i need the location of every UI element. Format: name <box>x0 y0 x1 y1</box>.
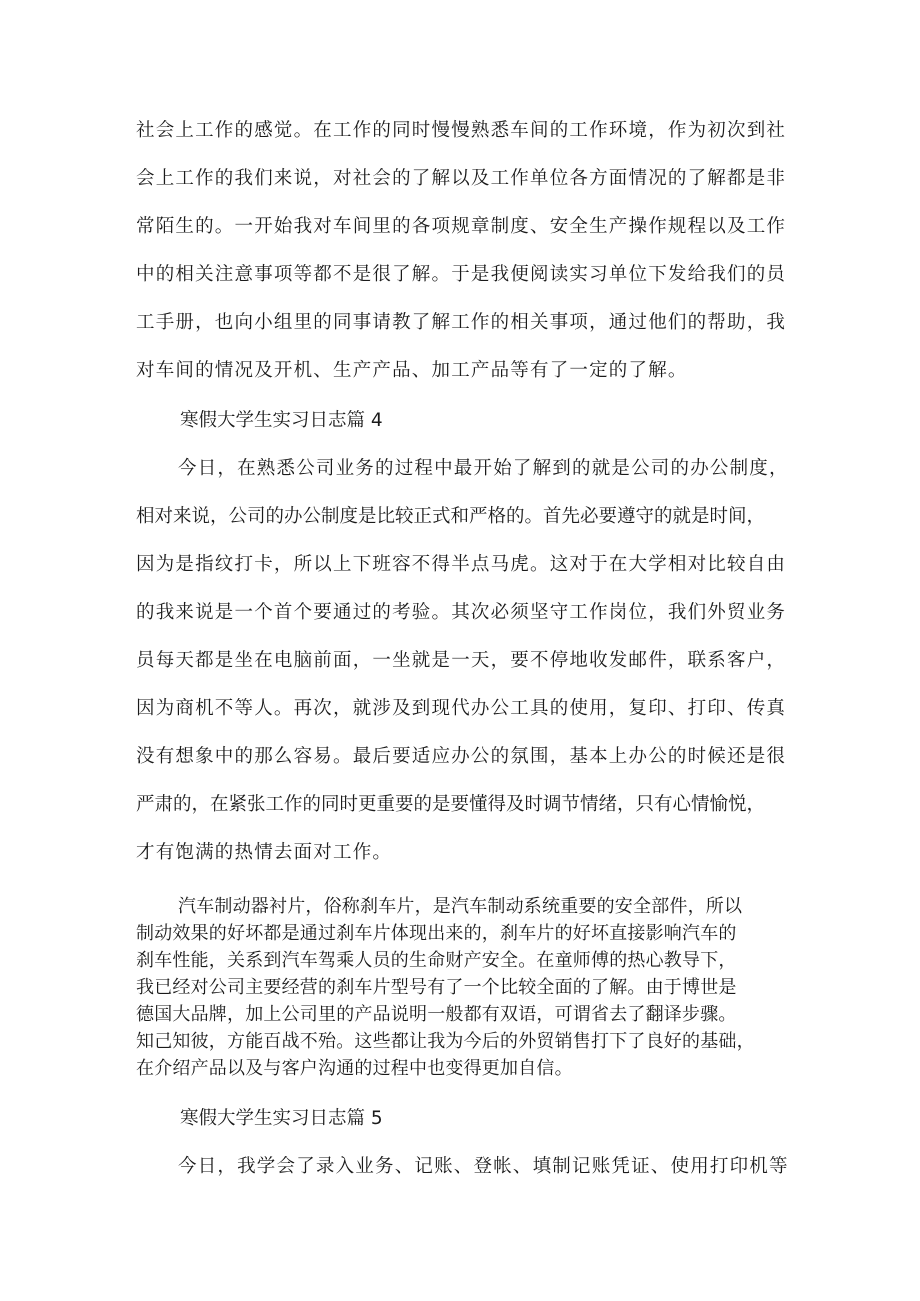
paragraph-line: 因为商机不等人。再次，就涉及到现代办公工具的使用，复印、打印、传真 <box>136 698 787 719</box>
paragraph-line: 严肃的，在紧张工作的同时更重要的是要懂得及时调节情绪，只有心情愉悦， <box>136 794 766 815</box>
paragraph-line: 知己知彼，方能百战不殆。这些都让我为今后的外贸销售打下了良好的基础， <box>136 1031 755 1052</box>
paragraph-line: 今日，我学会了录入业务、记账、登帐、填制记账凭证、使用打印机等 <box>178 1156 789 1177</box>
paragraph-line: 对车间的情况及开机、生产产品、加工产品等有了一定的了解。 <box>136 360 688 381</box>
paragraph-line: 因为是指纹打卡，所以上下班容不得半点马虎。这对于在大学相对比较自由 <box>136 554 787 575</box>
paragraph-line: 没有想象中的那么容易。最后要适应办公的氛围，基本上办公的时候还是很 <box>136 746 787 767</box>
paragraph-line: 中的相关注意事项等都不是很了解。于是我便阅读实习单位下发给我们的员 <box>136 264 787 285</box>
paragraph-line: 在介绍产品以及与客户沟通的过程中也变得更加自信。 <box>136 1058 573 1079</box>
paragraph-line: 德国大品牌，加上公司里的产品说明一般都有双语，可谓省去了翻译步骤。 <box>136 1004 737 1025</box>
paragraph-line: 汽车制动器衬片，俗称刹车片，是汽车制动系统重要的安全部件，所以 <box>178 896 743 917</box>
paragraph-line: 员每天都是坐在电脑前面，一坐就是一天，要不停地收发邮件，联系客户， <box>136 650 787 671</box>
paragraph-line: 社会上工作的感觉。在工作的同时慢慢熟悉车间的工作环境，作为初次到社 <box>136 120 787 141</box>
section-heading-5: 寒假大学生实习日志篇 5 <box>180 1108 383 1129</box>
paragraph-line: 刹车性能，关系到汽车驾乘人员的生命财产安全。在童师傅的热心教导下， <box>136 950 737 971</box>
paragraph-line: 我已经对公司主要经营的刹车片型号有了一个比较全面的了解。由于博世是 <box>136 977 737 998</box>
paragraph-line: 的我来说是一个首个要通过的考验。其次必须坚守工作岗位，我们外贸业务 <box>136 602 787 623</box>
paragraph-line: 才有饱满的热情去面对工作。 <box>136 842 393 863</box>
paragraph-line: 常陌生的。一开始我对车间里的各项规章制度、安全生产操作规程以及工作 <box>136 216 787 237</box>
paragraph-line: 相对来说，公司的办公制度是比较正式和严格的。首先必要遵守的就是时间， <box>136 506 766 527</box>
paragraph-line: 制动效果的好坏都是通过刹车片体现出来的，刹车片的好坏直接影响汽车的 <box>136 923 737 944</box>
paragraph-line: 今日，在熟悉公司业务的过程中最开始了解到的就是公司的办公制度， <box>178 458 789 479</box>
paragraph-line: 会上工作的我们来说，对社会的了解以及工作单位各方面情况的了解都是非 <box>136 168 787 189</box>
section-heading-4: 寒假大学生实习日志篇 4 <box>180 410 383 431</box>
paragraph-line: 工手册，也向小组里的同事请教了解工作的相关事项，通过他们的帮助，我 <box>136 312 787 333</box>
